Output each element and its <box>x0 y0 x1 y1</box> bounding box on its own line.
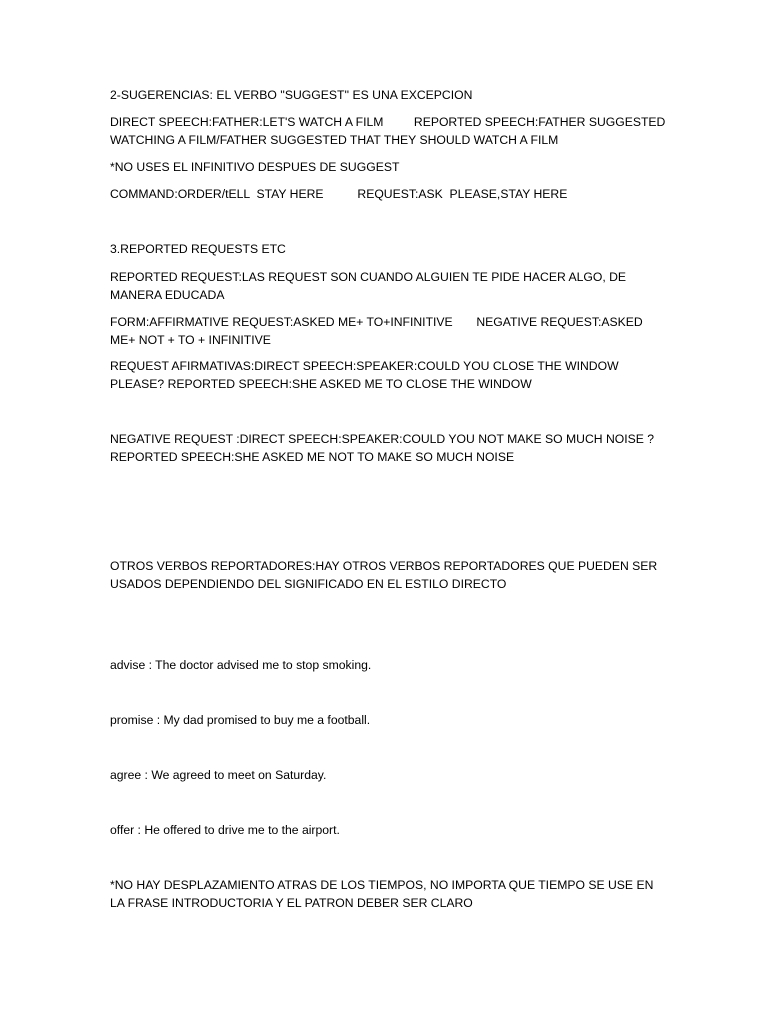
paragraph-other-reporting-verbs: OTROS VERBOS REPORTADORES:HAY OTROS VERBOS REPORTADORES QUE PUEDEN SER USADOS DEPENDIENDO DEL SIGNIFICADO EN EL ESTILO DIRECTO <box>110 559 661 591</box>
paragraph-reported-request-definition: REPORTED REQUEST:LAS REQUEST SON CUANDO ALGUIEN TE PIDE HACER ALGO, DE MANERA EDUCADA <box>110 270 630 302</box>
example-offer: offer : He offered to drive me to the airport. <box>110 823 340 837</box>
example-promise: promise : My dad promised to buy me a football. <box>110 713 371 727</box>
heading-sugerencias: 2-SUGERENCIAS: EL VERBO ''SUGGEST'' ES UNA EXCEPCION <box>110 88 473 102</box>
example-advise: advise : The doctor advised me to stop smoking. <box>110 658 372 672</box>
paragraph-request-form: FORM:AFFIRMATIVE REQUEST:ASKED ME+ TO+INFINITIVE NEGATIVE REQUEST:ASKED ME+ NOT + TO + INFINITIVE <box>110 315 647 347</box>
paragraph-command-request: COMMAND:ORDER/tELL STAY HERE REQUEST:ASK PLEASE,STAY HERE <box>110 187 568 201</box>
paragraph-negative-request-example: NEGATIVE REQUEST :DIRECT SPEECH:SPEAKER:COULD YOU NOT MAKE SO MUCH NOISE ? REPORTED SPEECH:SHE ASKED ME NOT TO MAKE SO MUCH NOISE <box>110 432 658 464</box>
paragraph-affirmative-request-example: REQUEST AFIRMATIVAS:DIRECT SPEECH:SPEAKER:COULD YOU CLOSE THE WINDOW PLEASE? REPORTED SPEECH:SHE ASKED ME TO CLOSE THE WINDOW <box>110 359 622 391</box>
example-agree: agree : We agreed to meet on Saturday. <box>110 768 327 782</box>
paragraph-suggest-example: DIRECT SPEECH:FATHER:LET'S WATCH A FILM REPORTED SPEECH:FATHER SUGGESTED WATCHING A FILM/FATHER SUGGESTED THAT THEY SHOULD WATCH A FILM <box>110 115 669 147</box>
note-no-infinitive: *NO USES EL INFINITIVO DESPUES DE SUGGEST <box>110 160 400 174</box>
note-no-backshift: *NO HAY DESPLAZAMIENTO ATRAS DE LOS TIEMPOS, NO IMPORTA QUE TIEMPO SE USE EN LA FRASE INTRODUCTORIA Y EL PATRON DEBER SER CLARO <box>110 878 657 910</box>
heading-reported-requests: 3.REPORTED REQUESTS ETC <box>110 242 286 256</box>
